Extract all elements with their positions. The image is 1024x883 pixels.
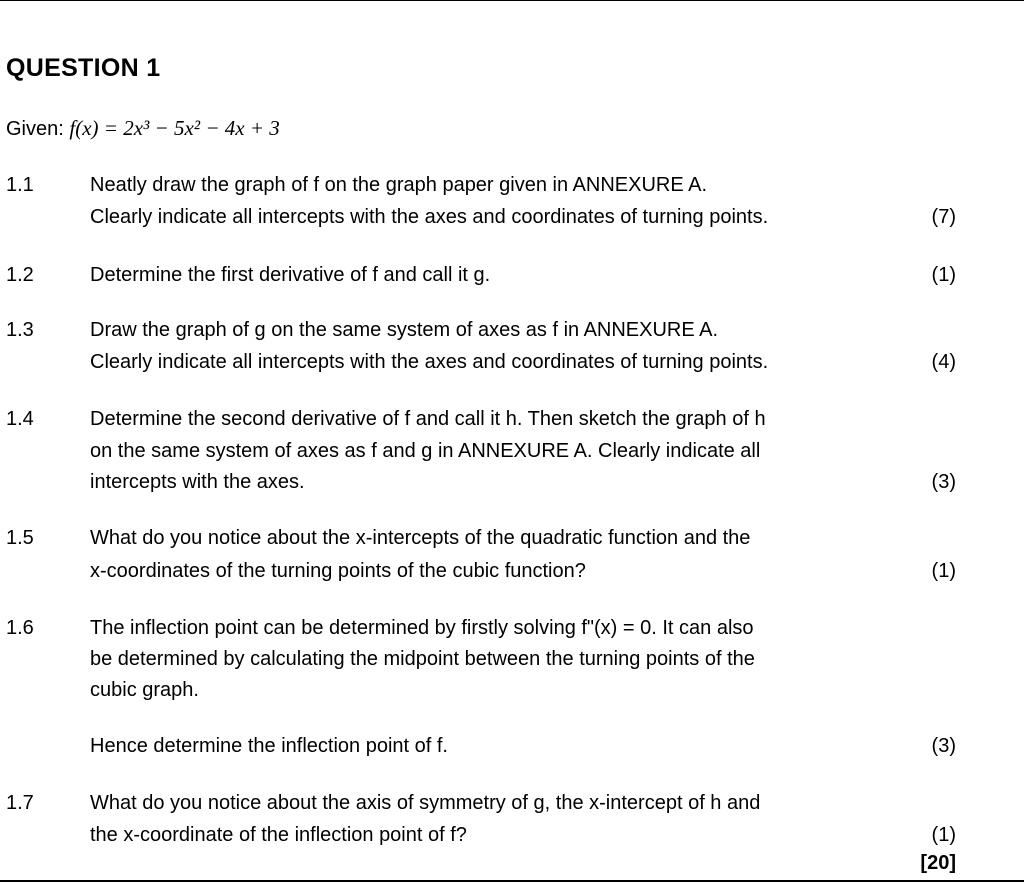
- bottom-rule: [0, 880, 1024, 882]
- question-number: 1.1: [6, 174, 34, 196]
- question-text-line: the x-coordinate of the inflection point of f?: [90, 824, 467, 846]
- question-marks: (4): [931, 351, 956, 373]
- question-text-line: Draw the graph of g on the same system of axes as f in ANNEXURE A.: [90, 319, 719, 341]
- given-formula: f(x) = 2x³ − 5x² − 4x + 3: [69, 116, 280, 140]
- question-text-line: cubic graph.: [90, 679, 199, 701]
- question-number: 1.7: [6, 792, 34, 814]
- question-text-line: Clearly indicate all intercepts with the axes and coordinates of turning points.: [90, 351, 769, 373]
- page-title: QUESTION 1: [6, 54, 161, 82]
- question-marks: (3): [931, 471, 956, 493]
- question-marks: (1): [931, 264, 956, 286]
- given-label: Given:: [6, 118, 64, 140]
- question-number: 1.3: [6, 319, 34, 341]
- question-text-line: on the same system of axes as f and g in ANNEXURE A. Clearly indicate all: [90, 440, 761, 462]
- question-text-line: Neatly draw the graph of f on the graph paper given in ANNEXURE A.: [90, 174, 708, 196]
- question-number: 1.6: [6, 617, 34, 639]
- question-number: 1.5: [6, 527, 34, 549]
- question-number: 1.4: [6, 408, 34, 430]
- question-text-line: Clearly indicate all intercepts with the axes and coordinates of turning points.: [90, 206, 769, 228]
- question-marks: (3): [931, 735, 956, 757]
- question-text-line: What do you notice about the x-intercepts of the quadratic function and the: [90, 527, 751, 549]
- top-rule: [0, 0, 1024, 1]
- question-text-line: The inflection point can be determined by firstly solving f"(x) = 0. It can also: [90, 617, 754, 639]
- question-marks: (7): [931, 206, 956, 228]
- question-text-line: intercepts with the axes.: [90, 471, 305, 493]
- total-marks: [20]: [920, 852, 956, 874]
- question-number: 1.2: [6, 264, 34, 286]
- question-text-line: Determine the second derivative of f and call it h. Then sketch the graph of h: [90, 408, 766, 430]
- question-text-line: Determine the first derivative of f and call it g.: [90, 264, 491, 286]
- question-text-line: What do you notice about the axis of symmetry of g, the x-intercept of h and: [90, 792, 761, 814]
- question-text-line: Hence determine the inflection point of f.: [90, 735, 448, 757]
- question-text-line: x-coordinates of the turning points of the cubic function?: [90, 560, 586, 582]
- question-text-line: be determined by calculating the midpoint between the turning points of the: [90, 648, 755, 670]
- question-marks: (1): [931, 560, 956, 582]
- given-statement: [6, 116, 280, 141]
- question-marks: (1): [931, 824, 956, 846]
